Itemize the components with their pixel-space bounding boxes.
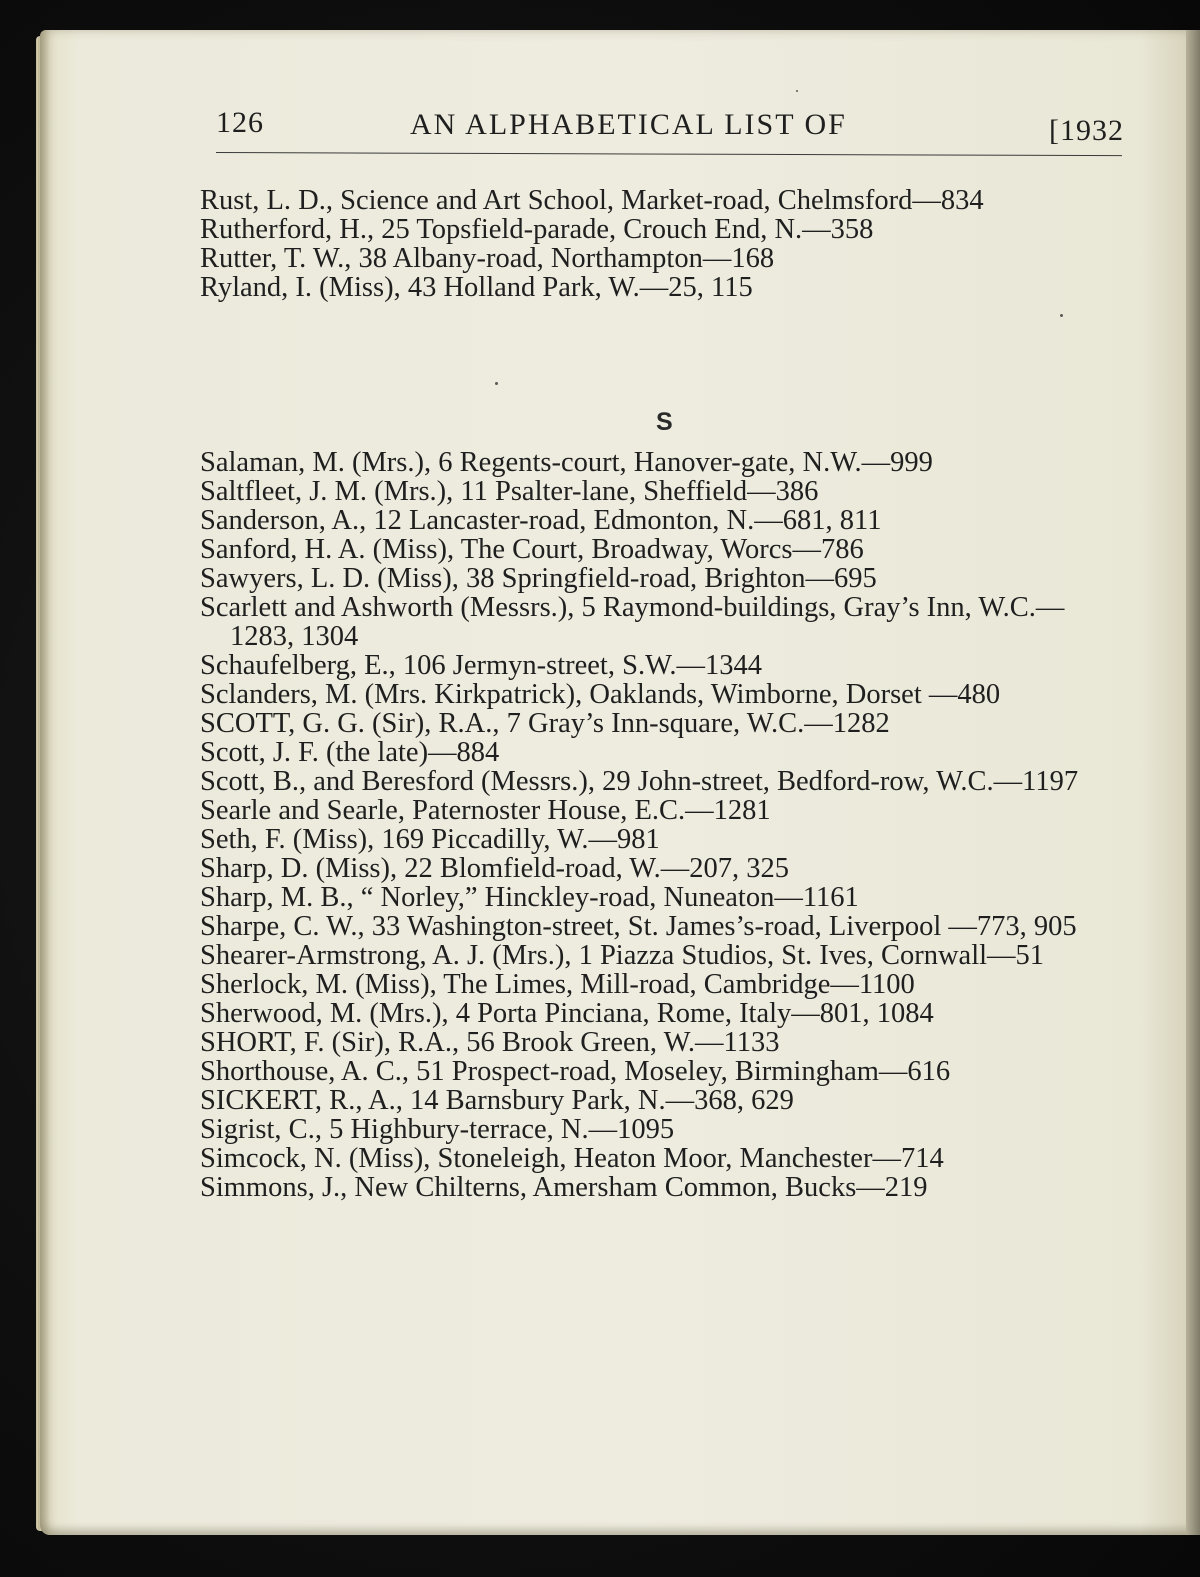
list-entry: Schaufelberg, E., 106 Jermyn-street, S.W.—1344 [200, 650, 762, 681]
running-header [216, 104, 1126, 154]
list-entry: Sigrist, C., 5 Highbury-terrace, N.—1095 [200, 1114, 675, 1145]
page-number: 126 [216, 106, 264, 139]
entries-r-section [200, 186, 1125, 302]
list-entry: Sanderson, A., 12 Lancaster-road, Edmonton, N.—681, 811 [200, 505, 882, 536]
list-entry: Rust, L. D., Science and Art School, Market-road, Chelmsford—834 [200, 185, 984, 216]
entries-s-section [200, 448, 1125, 1202]
list-entry: Scarlett and Ashworth (Messrs.), 5 Raymond-buildings, Gray’s Inn, W.C.—1283, 1304 [200, 592, 1065, 652]
list-entry: SCOTT, G. G. (Sir), R.A., 7 Gray’s Inn-square, W.C.—1282 [200, 708, 890, 739]
list-entry: Saltfleet, J. M. (Mrs.), 11 Psalter-lane, Sheffield—386 [200, 476, 819, 507]
list-entry: Rutherford, H., 25 Topsfield-parade, Crouch End, N.—358 [200, 214, 874, 245]
list-entry: SHORT, F. (Sir), R.A., 56 Brook Green, W.—1133 [200, 1027, 780, 1058]
header-year: [1932 [1049, 114, 1124, 147]
list-entry: Scott, J. F. (the late)—884 [200, 737, 500, 768]
list-entry: Sharpe, C. W., 33 Washington-street, St. James’s-road, Liverpool —773, 905 [200, 911, 1077, 942]
list-entry: Simmons, J., New Chilterns, Amersham Common, Bucks—219 [200, 1172, 928, 1203]
list-entry: Salaman, M. (Mrs.), 6 Regents-court, Hanover-gate, N.W.—999 [200, 447, 933, 478]
paper-speck [796, 90, 798, 92]
list-entry: Sawyers, L. D. (Miss), 38 Springfield-road, Brighton—695 [200, 563, 877, 594]
list-entry: Simcock, N. (Miss), Stoneleigh, Heaton Moor, Manchester—714 [200, 1143, 944, 1174]
list-entry: Sherlock, M. (Miss), The Limes, Mill-road, Cambridge—1100 [200, 969, 915, 1000]
list-entry: Sclanders, M. (Mrs. Kirkpatrick), Oaklands, Wimborne, Dorset —480 [200, 679, 1001, 710]
list-entry: Sharp, D. (Miss), 22 Blomfield-road, W.—207, 325 [200, 853, 789, 884]
list-entry: Ryland, I. (Miss), 43 Holland Park, W.—25, 115 [200, 272, 753, 303]
list-entry: Shearer-Armstrong, A. J. (Mrs.), 1 Piazza Studios, St. Ives, Cornwall—51 [200, 940, 1045, 971]
list-entry: Scott, B., and Beresford (Messrs.), 29 John-street, Bedford-row, W.C.—1197 [200, 766, 1079, 797]
list-entry: Sherwood, M. (Mrs.), 4 Porta Pinciana, Rome, Italy—801, 1084 [200, 998, 934, 1029]
list-entry: Rutter, T. W., 38 Albany-road, Northampton—168 [200, 243, 775, 274]
list-entry: Shorthouse, A. C., 51 Prospect-road, Moseley, Birmingham—616 [200, 1056, 951, 1087]
paper-speck [495, 382, 498, 385]
paper-speck [1060, 314, 1063, 317]
list-entry: SICKERT, R., A., 14 Barnsbury Park, N.—368, 629 [200, 1085, 794, 1116]
list-entry: Searle and Searle, Paternoster House, E.C.—1281 [200, 795, 771, 826]
running-title: AN ALPHABETICAL LIST OF [410, 108, 847, 141]
list-entry: Seth, F. (Miss), 169 Piccadilly, W.—981 [200, 824, 660, 855]
section-heading: S [656, 408, 673, 436]
list-entry: Sanford, H. A. (Miss), The Court, Broadway, Worcs—786 [200, 534, 864, 565]
list-entry: Sharp, M. B., “ Norley,” Hinckley-road, Nuneaton—1161 [200, 882, 859, 913]
